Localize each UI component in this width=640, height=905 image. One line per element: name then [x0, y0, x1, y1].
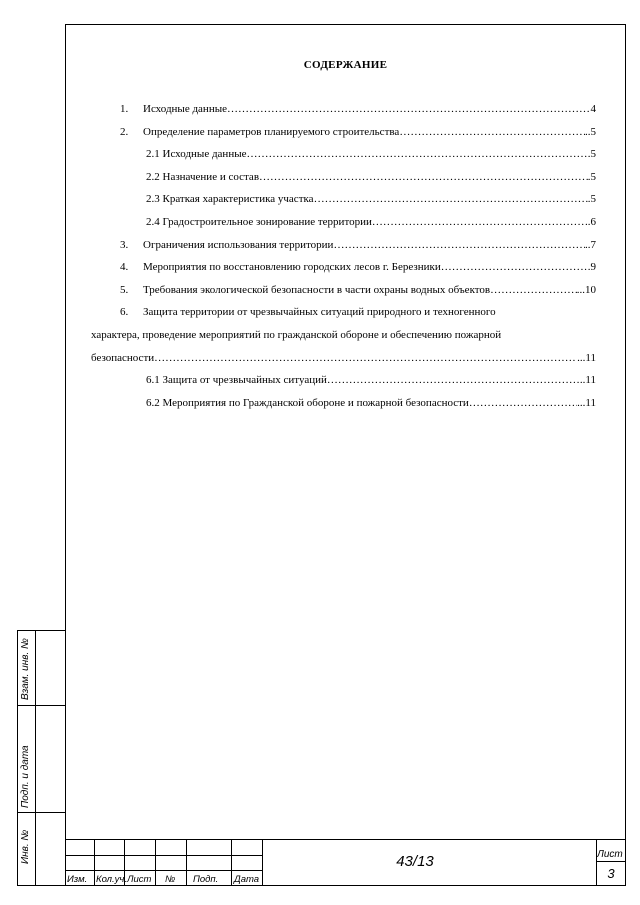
toc-page: ..5 — [585, 125, 596, 138]
toc-number: 5. — [120, 283, 129, 296]
toc-subentry — [106, 188, 596, 211]
stamp-podp-data-label: Подп. и дата — [20, 745, 31, 808]
toc-leader — [333, 234, 585, 257]
col-list-label: Лист — [127, 874, 152, 885]
toc-page: ...11 — [577, 351, 596, 364]
toc-entry — [106, 256, 596, 279]
toc-leader — [154, 347, 577, 370]
side-stamp-divider — [17, 705, 65, 706]
stamp-inv-no-label: Инв. № — [20, 829, 31, 864]
toc-number: 1. — [120, 103, 129, 115]
toc-entry — [106, 98, 596, 121]
col-podp-label: Подп. — [193, 874, 219, 885]
toc-page: 4 — [590, 103, 596, 115]
toc-leader — [399, 121, 585, 144]
col-data-label: Дата — [234, 874, 260, 885]
toc-leader — [314, 188, 588, 211]
col-izm-label: Изм. — [67, 874, 88, 885]
toc-text: 2.2 Назначение и состав — [146, 170, 260, 183]
toc-subentry — [106, 166, 596, 189]
toc-page: ..11 — [579, 374, 596, 387]
toc-number: 6. — [120, 306, 129, 319]
sheet-number: 3 — [607, 866, 615, 881]
toc-page: .5 — [587, 193, 596, 206]
toc-page: ...10 — [576, 283, 596, 296]
toc-text: Мероприятия по восстановлению городских лесов г. Березники — [143, 261, 441, 274]
toc-subentry — [106, 143, 596, 166]
toc-number: 4. — [120, 261, 129, 274]
toc-text: 2.4 Градостроительное зонирование территории — [146, 215, 372, 228]
toc-leader — [327, 369, 580, 392]
toc-text: Требования экологической безопасности в части охраны водных объектов — [143, 283, 491, 296]
toc-entry — [106, 234, 596, 257]
stamp-vzam-inv-label: Взам. инв. № — [20, 638, 31, 700]
toc-leader — [227, 98, 591, 121]
toc-leader — [441, 256, 588, 279]
toc-entry — [106, 279, 596, 302]
toc-text: безопасности — [91, 351, 155, 364]
sheet-label: Лист — [597, 849, 623, 860]
toc-entry — [106, 121, 596, 144]
col-kol-label: Кол.уч. — [96, 874, 127, 885]
toc-text: Защита территории от чрезвычайных ситуаций природного и техногенного — [143, 306, 496, 319]
toc-page: .5 — [587, 148, 596, 161]
toc-text: 2.3 Краткая характеристика участка — [146, 193, 314, 206]
toc-page: .6 — [587, 215, 596, 228]
toc-number: 2. — [120, 125, 129, 138]
toc-subentry — [106, 392, 596, 415]
toc-number: 3. — [120, 238, 129, 251]
col-no-label: № — [165, 874, 176, 885]
toc-text: Исходные данные — [143, 103, 227, 115]
toc-leader — [259, 166, 588, 189]
toc-subentry — [106, 369, 596, 392]
toc-text-continued: характера, проведение мероприятий по гражданской обороне и обеспечению пожарной — [91, 328, 502, 341]
toc-text: 6.2 Мероприятия по Гражданской обороне и пожарной безопасности — [146, 396, 469, 409]
toc-entry — [106, 301, 596, 324]
toc-text: Определение параметров планируемого строительства — [143, 125, 400, 138]
toc-leader — [372, 211, 588, 234]
toc-page: .5 — [587, 170, 596, 183]
toc-subentry — [106, 211, 596, 234]
document-code: 43/13 — [396, 853, 434, 870]
side-stamp-divider — [17, 812, 65, 813]
page-title: СОДЕРЖАНИЕ — [303, 59, 388, 71]
toc-page: ...11 — [577, 396, 596, 409]
table-of-contents — [91, 98, 596, 414]
toc-page: ..7 — [585, 238, 596, 251]
toc-leader — [490, 279, 577, 302]
toc-text: 6.1 Защита от чрезвычайных ситуаций — [146, 374, 327, 387]
side-stamp-column — [35, 630, 65, 886]
toc-text: 2.1 Исходные данные — [146, 148, 247, 161]
toc-page: .9 — [587, 261, 596, 274]
toc-leader — [246, 143, 587, 166]
toc-text: Ограничения использования территории — [143, 238, 334, 251]
toc-leader — [469, 392, 577, 415]
toc-entry-continued — [91, 347, 596, 370]
